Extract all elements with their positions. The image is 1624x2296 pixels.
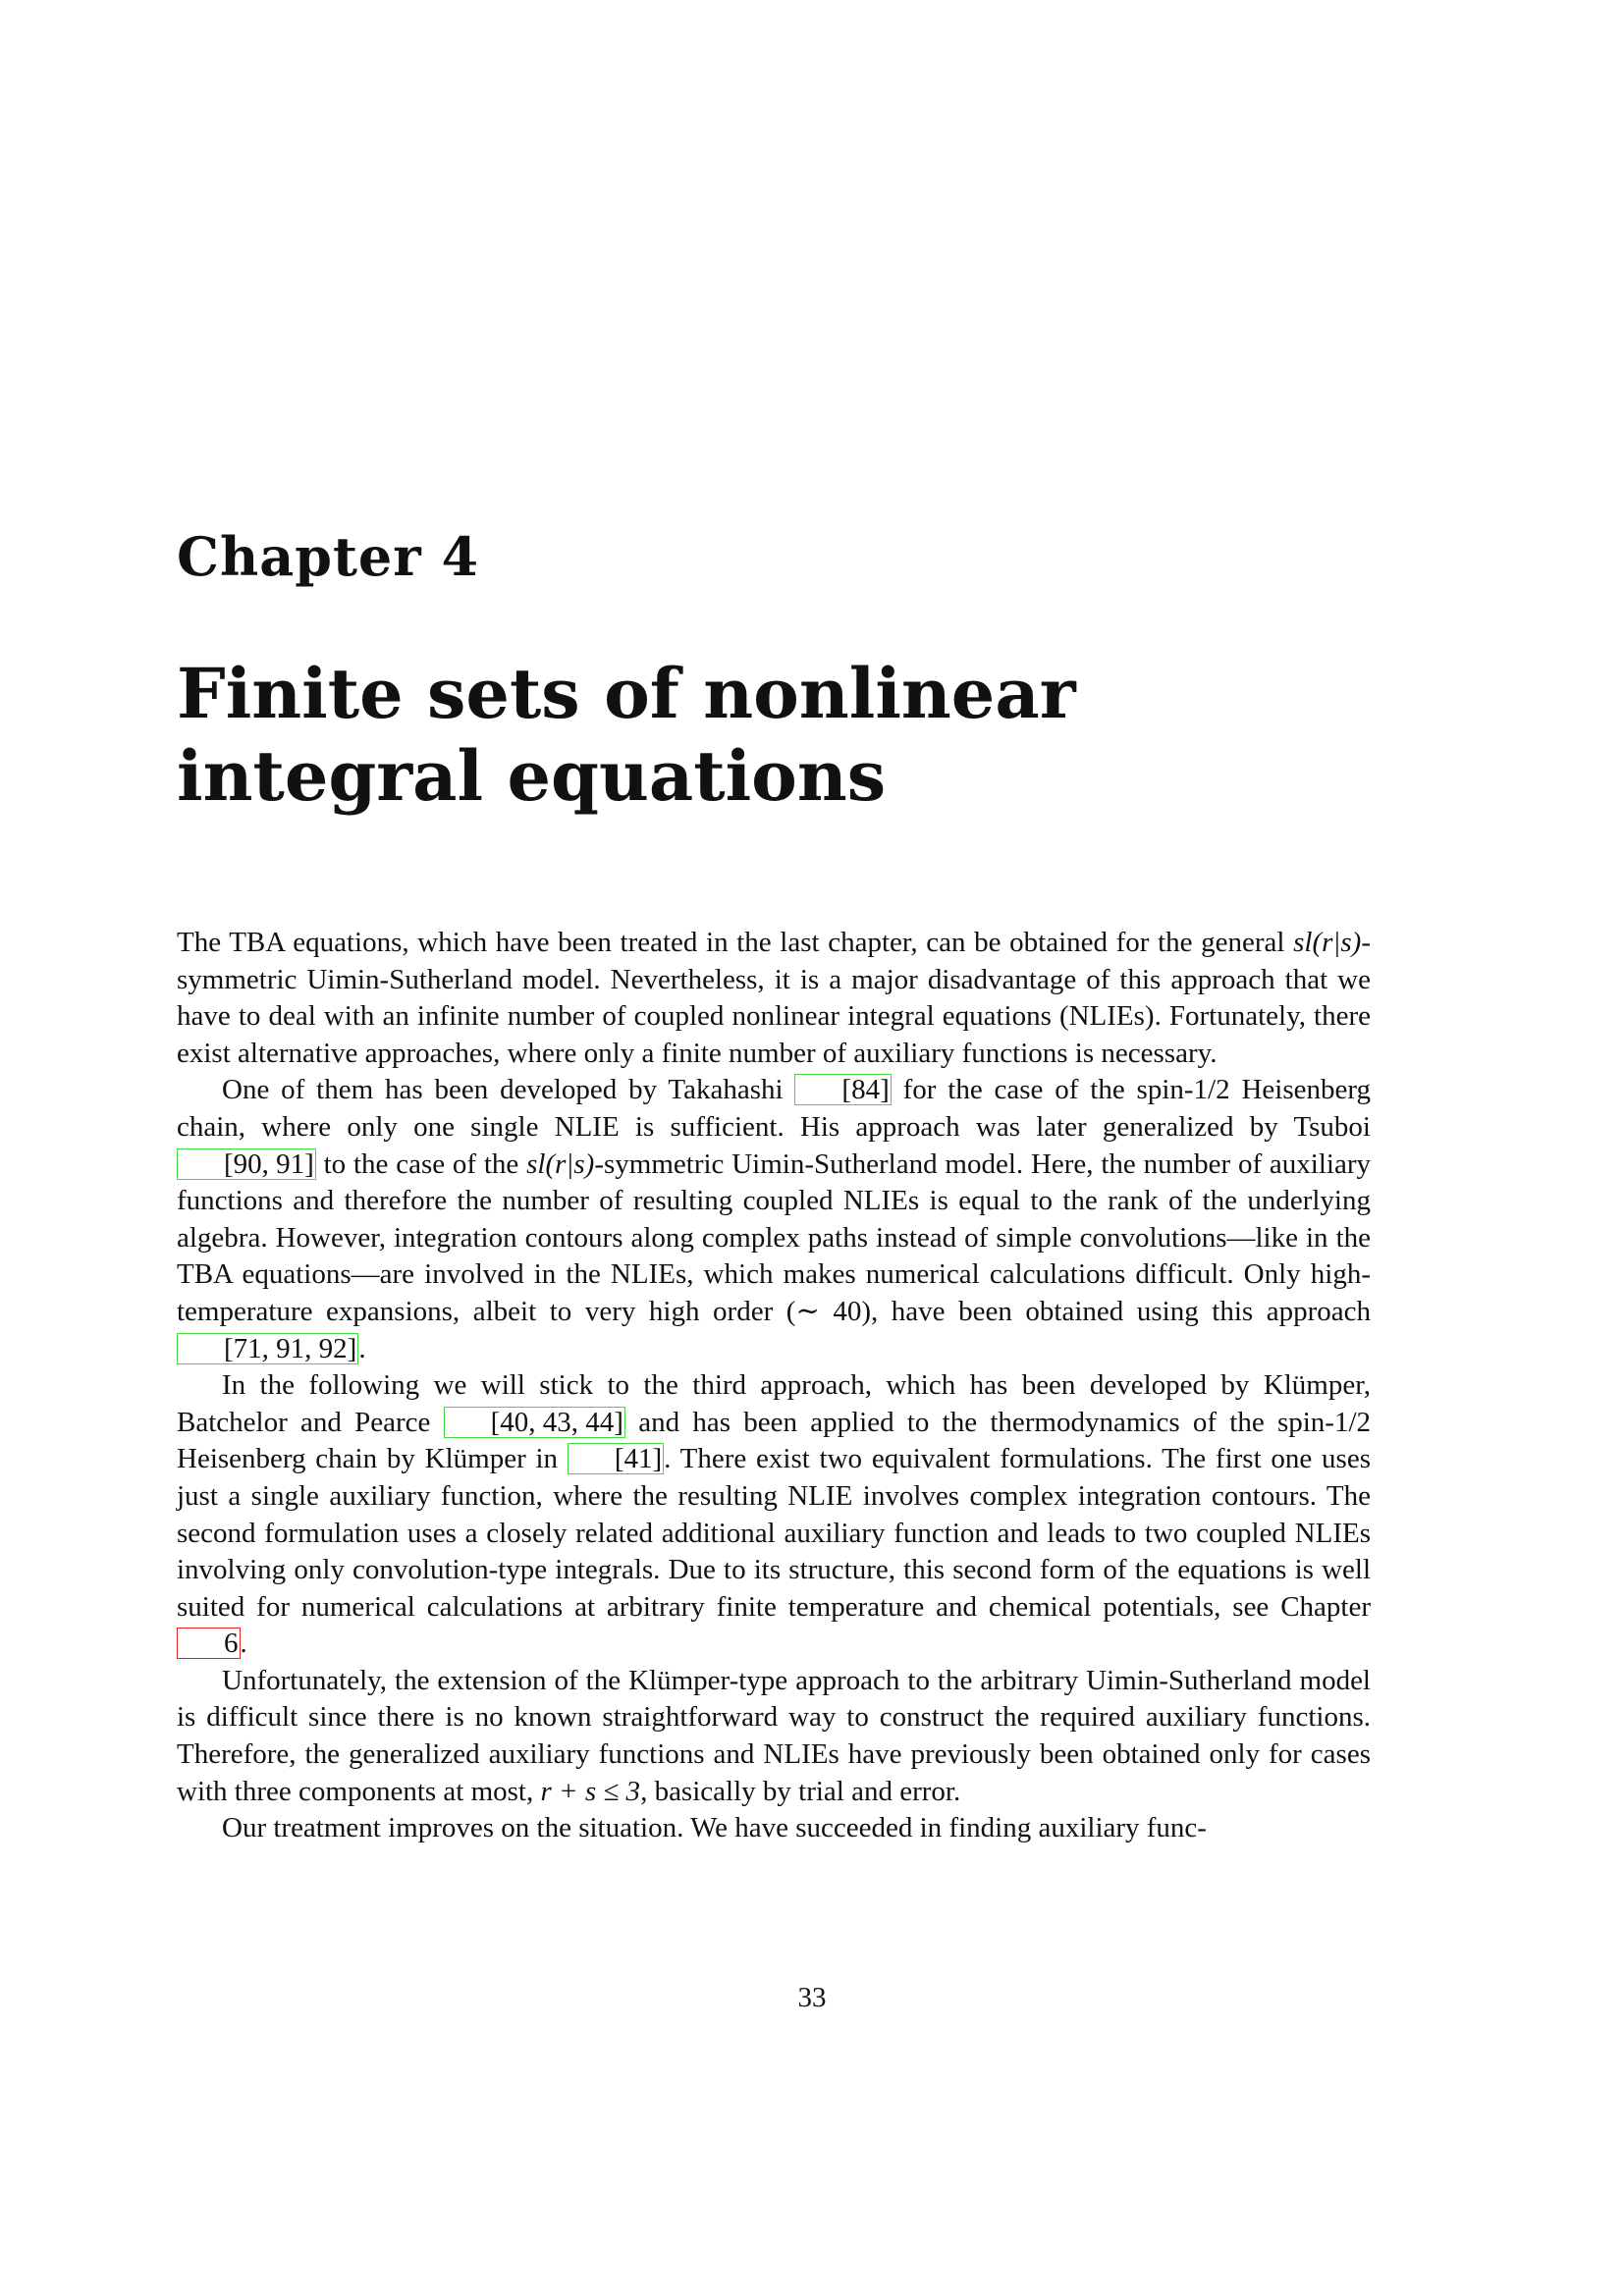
math-inequality: r + s ≤ 3 <box>540 1775 641 1807</box>
text-run: to the case of the <box>315 1148 527 1180</box>
text-run: , basically by trial and error. <box>640 1775 961 1807</box>
paragraph-4 <box>177 1663 1371 1810</box>
citation-link[interactable]: [90, 91] <box>177 1148 316 1180</box>
text-run: Unfortunately, the extension of the Klümper-type approach to the arbitrary Uimin-Sutherland model is difficult since there is no known straightforward way to construct the required auxiliary functions. Therefore, the generalized auxiliary functions and NLIEs have previously been obtained only for cases with three components at most, <box>177 1664 1371 1807</box>
chapter-title: Finite sets of nonlinear integral equations <box>177 653 1076 817</box>
text-run: . <box>240 1628 247 1660</box>
citation-link[interactable]: [71, 91, 92] <box>177 1333 358 1364</box>
chapter-ref-link[interactable]: 6 <box>177 1628 241 1659</box>
chapter-label: Chapter 4 <box>177 525 480 588</box>
citation-link[interactable]: [40, 43, 44] <box>444 1407 625 1438</box>
text-run: . <box>358 1332 366 1364</box>
text-run: The TBA equations, which have been treated in the last chapter, can be obtained for the general <box>177 927 1294 958</box>
text-run: One of them has been developed by Takahashi <box>222 1074 795 1106</box>
math-sl-r-s: sl(r|s) <box>1293 927 1362 958</box>
math-sl-r-s: sl(r|s) <box>526 1148 595 1180</box>
text-run: -symmetric Uimin-Sutherland model. Nevertheless, it is a major disadvantage of this approach that we have to deal with an infinite number of coupled nonlinear integral equations (NLIEs). Fortunately, there exist alternative approaches, where only a finite number of auxiliary functions is necessary. <box>177 927 1371 1069</box>
paragraph-1 <box>177 925 1371 1072</box>
paragraph-5 <box>177 1810 1371 1847</box>
text-run: Our treatment improves on the situation. We have succeeded in finding auxiliary func- <box>222 1812 1207 1844</box>
text-run: and has been applied to the thermodynamics of the spin-1/2 Heisenberg chain by Klümper in <box>177 1406 1371 1475</box>
citation-link[interactable]: [41] <box>568 1443 664 1474</box>
body-text <box>177 925 1371 1847</box>
text-run: for the case of the spin-1/2 Heisenberg chain, where only one single NLIE is sufficient. His approach was later generalized by Tsuboi <box>177 1074 1371 1143</box>
citation-link[interactable]: [84] <box>794 1074 891 1105</box>
text-run: -symmetric Uimin-Sutherland model. Here, the number of auxiliary functions and therefore the number of resulting coupled NLIEs is equal to the rank of the underlying algebra. However, integration contours along complex paths instead of simple convolutions—like in the TBA equations—are involved in the NLIEs, which makes numerical calculations difficult. Only high-temperature expansions, albeit to very high order (∼ 40), have been obtained using this approach <box>177 1148 1371 1327</box>
paragraph-3 <box>177 1367 1371 1663</box>
text-run: . There exist two equivalent formulations. The first one uses just a single auxiliary function, where the resulting NLIE involves complex integration contours. The second formulation uses a closely related additional auxiliary function and leads to two coupled NLIEs involving only convolution-type integrals. Due to its structure, this second form of the equations is well suited for numerical calculations at arbitrary finite temperature and chemical potentials, see Chapter <box>177 1443 1371 1623</box>
page-number: 33 <box>797 1982 827 2013</box>
text-run: In the following we will stick to the third approach, which has been developed by Klümper, Batchelor and Pearce <box>177 1369 1371 1438</box>
paragraph-2 <box>177 1072 1371 1367</box>
